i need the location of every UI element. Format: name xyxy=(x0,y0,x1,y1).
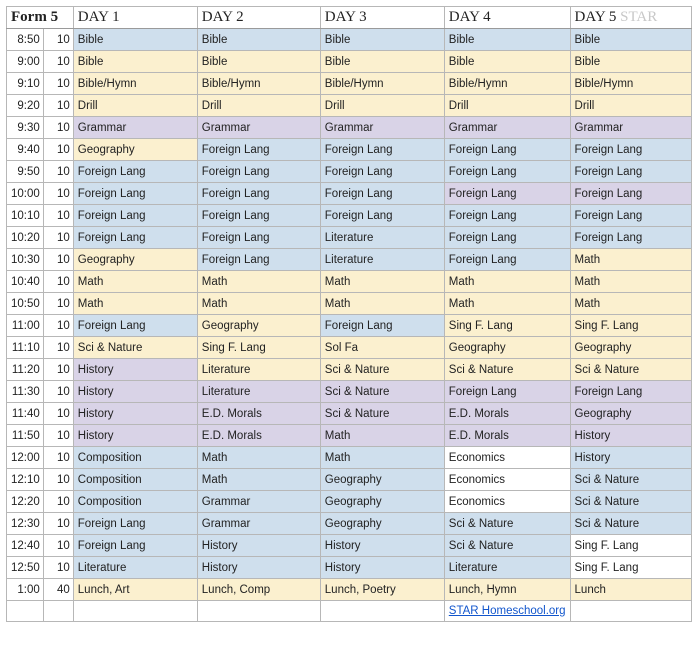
subject-cell-day-1: History xyxy=(73,381,197,403)
subject-cell-day-2: Geography xyxy=(197,315,320,337)
time-cell: 11:40 xyxy=(7,403,44,425)
subject-cell-day-3: Foreign Lang xyxy=(320,183,444,205)
subject-cell-day-4: Literature xyxy=(444,557,570,579)
time-cell: 12:00 xyxy=(7,447,44,469)
subject-cell-day-1: Literature xyxy=(73,557,197,579)
subject-cell-day-3: Drill xyxy=(320,95,444,117)
schedule-row xyxy=(7,403,692,425)
subject-cell-day-3: Sol Fa xyxy=(320,337,444,359)
day-3-header: DAY 3 xyxy=(320,7,444,29)
duration-cell: 10 xyxy=(43,271,73,293)
subject-cell-day-4: Bible xyxy=(444,29,570,51)
subject-cell-day-5: Sci & Nature xyxy=(570,513,691,535)
subject-cell-day-2: Drill xyxy=(197,95,320,117)
schedule-row xyxy=(7,557,692,579)
subject-cell-day-2: E.D. Morals xyxy=(197,425,320,447)
subject-cell-day-4: Foreign Lang xyxy=(444,205,570,227)
time-cell: 8:50 xyxy=(7,29,44,51)
duration-cell: 10 xyxy=(43,535,73,557)
schedule-row xyxy=(7,271,692,293)
subject-cell-day-3: Foreign Lang xyxy=(320,205,444,227)
subject-cell-day-5: Foreign Lang xyxy=(570,227,691,249)
subject-cell-day-3: Geography xyxy=(320,513,444,535)
schedule-row xyxy=(7,447,692,469)
subject-cell-day-2: Bible xyxy=(197,29,320,51)
subject-cell-day-3: Bible xyxy=(320,29,444,51)
subject-cell-day-1: Bible xyxy=(73,51,197,73)
subject-cell-day-3: Geography xyxy=(320,469,444,491)
subject-cell-day-5: Foreign Lang xyxy=(570,381,691,403)
duration-cell: 10 xyxy=(43,95,73,117)
schedule-row xyxy=(7,117,692,139)
subject-cell-day-2: History xyxy=(197,535,320,557)
duration-cell: 10 xyxy=(43,315,73,337)
footer-row xyxy=(7,601,692,622)
subject-cell-day-5: Foreign Lang xyxy=(570,161,691,183)
subject-cell-day-4: Math xyxy=(444,293,570,315)
time-cell: 9:30 xyxy=(7,117,44,139)
schedule-row xyxy=(7,535,692,557)
subject-cell-day-2: Bible/Hymn xyxy=(197,73,320,95)
duration-cell: 10 xyxy=(43,447,73,469)
schedule-row xyxy=(7,161,692,183)
subject-cell-day-5: Sing F. Lang xyxy=(570,315,691,337)
subject-cell-day-3: Math xyxy=(320,425,444,447)
subject-cell-day-5: Foreign Lang xyxy=(570,183,691,205)
time-cell: 11:20 xyxy=(7,359,44,381)
subject-cell-day-3: History xyxy=(320,557,444,579)
schedule-row xyxy=(7,293,692,315)
subject-cell-day-3: Foreign Lang xyxy=(320,315,444,337)
subject-cell-day-3: Bible xyxy=(320,51,444,73)
subject-cell-day-3: Geography xyxy=(320,491,444,513)
schedule-row xyxy=(7,469,692,491)
subject-cell-day-2: Foreign Lang xyxy=(197,205,320,227)
duration-cell: 10 xyxy=(43,491,73,513)
schedule-row xyxy=(7,249,692,271)
subject-cell-day-5: Bible/Hymn xyxy=(570,73,691,95)
subject-cell-day-3: Lunch, Poetry xyxy=(320,579,444,601)
subject-cell-day-1: Grammar xyxy=(73,117,197,139)
subject-cell-day-5: Geography xyxy=(570,403,691,425)
subject-cell-day-4: Foreign Lang xyxy=(444,139,570,161)
subject-cell-day-3: Math xyxy=(320,293,444,315)
subject-cell-day-5: Sing F. Lang xyxy=(570,557,691,579)
subject-cell-day-5: Sci & Nature xyxy=(570,491,691,513)
time-cell: 11:50 xyxy=(7,425,44,447)
duration-cell: 10 xyxy=(43,469,73,491)
subject-cell-day-5: Foreign Lang xyxy=(570,205,691,227)
duration-cell: 10 xyxy=(43,183,73,205)
subject-cell-day-5: Sci & Nature xyxy=(570,359,691,381)
subject-cell-day-5: Sing F. Lang xyxy=(570,535,691,557)
subject-cell-day-4: Economics xyxy=(444,491,570,513)
day-4-header: DAY 4 xyxy=(444,7,570,29)
time-cell: 9:00 xyxy=(7,51,44,73)
form-title: Form 5 xyxy=(7,7,74,29)
subject-cell-day-1: Math xyxy=(73,293,197,315)
duration-cell: 10 xyxy=(43,403,73,425)
star-watermark-text: STAR xyxy=(620,9,658,25)
schedule-row xyxy=(7,359,692,381)
schedule-row xyxy=(7,513,692,535)
subject-cell-day-2: Bible xyxy=(197,51,320,73)
time-cell: 10:20 xyxy=(7,227,44,249)
subject-cell-day-2: Lunch, Comp xyxy=(197,579,320,601)
subject-cell-day-5: Drill xyxy=(570,95,691,117)
subject-cell-day-1: History xyxy=(73,425,197,447)
subject-cell-day-3: Sci & Nature xyxy=(320,381,444,403)
duration-cell: 10 xyxy=(43,73,73,95)
subject-cell-day-4: E.D. Morals xyxy=(444,425,570,447)
subject-cell-day-4: Sci & Nature xyxy=(444,359,570,381)
duration-cell: 10 xyxy=(43,513,73,535)
schedule-row xyxy=(7,579,692,601)
subject-cell-day-5: Grammar xyxy=(570,117,691,139)
schedule-table xyxy=(6,6,692,622)
schedule-row xyxy=(7,95,692,117)
subject-cell-day-1: Drill xyxy=(73,95,197,117)
time-cell: 11:10 xyxy=(7,337,44,359)
time-cell: 12:30 xyxy=(7,513,44,535)
subject-cell-day-5: Geography xyxy=(570,337,691,359)
subject-cell-day-4: Math xyxy=(444,271,570,293)
schedule-body xyxy=(7,29,692,601)
day-2-header: DAY 2 xyxy=(197,7,320,29)
subject-cell-day-2: Grammar xyxy=(197,491,320,513)
time-cell: 10:50 xyxy=(7,293,44,315)
time-cell: 12:50 xyxy=(7,557,44,579)
time-cell: 12:10 xyxy=(7,469,44,491)
subject-cell-day-1: Geography xyxy=(73,249,197,271)
subject-cell-day-4: Economics xyxy=(444,447,570,469)
subject-cell-day-1: Composition xyxy=(73,469,197,491)
time-cell: 10:40 xyxy=(7,271,44,293)
duration-cell: 40 xyxy=(43,579,73,601)
schedule-row xyxy=(7,425,692,447)
duration-cell: 10 xyxy=(43,381,73,403)
schedule-row xyxy=(7,51,692,73)
subject-cell-day-3: Foreign Lang xyxy=(320,139,444,161)
subject-cell-day-4: Bible/Hymn xyxy=(444,73,570,95)
subject-cell-day-4: Drill xyxy=(444,95,570,117)
time-cell: 10:30 xyxy=(7,249,44,271)
footer-link-cell xyxy=(444,601,570,622)
subject-cell-day-2: Grammar xyxy=(197,513,320,535)
subject-cell-day-2: Foreign Lang xyxy=(197,227,320,249)
time-cell: 1:00 xyxy=(7,579,44,601)
subject-cell-day-3: Math xyxy=(320,447,444,469)
subject-cell-day-4: Sing F. Lang xyxy=(444,315,570,337)
subject-cell-day-3: Foreign Lang xyxy=(320,161,444,183)
time-cell: 11:00 xyxy=(7,315,44,337)
footer-cell xyxy=(570,601,691,622)
subject-cell-day-1: Math xyxy=(73,271,197,293)
time-cell: 10:10 xyxy=(7,205,44,227)
subject-cell-day-3: Sci & Nature xyxy=(320,403,444,425)
duration-cell: 10 xyxy=(43,205,73,227)
subject-cell-day-5: Bible xyxy=(570,29,691,51)
subject-cell-day-4: E.D. Morals xyxy=(444,403,570,425)
duration-cell: 10 xyxy=(43,359,73,381)
subject-cell-day-2: Math xyxy=(197,447,320,469)
schedule-row xyxy=(7,491,692,513)
subject-cell-day-1: Foreign Lang xyxy=(73,315,197,337)
subject-cell-day-5: Foreign Lang xyxy=(570,139,691,161)
subject-cell-day-1: Lunch, Art xyxy=(73,579,197,601)
subject-cell-day-2: Math xyxy=(197,271,320,293)
subject-cell-day-4: Foreign Lang xyxy=(444,227,570,249)
subject-cell-day-4: Bible xyxy=(444,51,570,73)
day-1-header: DAY 1 xyxy=(73,7,197,29)
subject-cell-day-5: Sci & Nature xyxy=(570,469,691,491)
subject-cell-day-1: Composition xyxy=(73,491,197,513)
footer-cell xyxy=(197,601,320,622)
schedule-row xyxy=(7,315,692,337)
subject-cell-day-1: Composition xyxy=(73,447,197,469)
subject-cell-day-2: History xyxy=(197,557,320,579)
schedule-row xyxy=(7,337,692,359)
schedule-row xyxy=(7,227,692,249)
subject-cell-day-2: Literature xyxy=(197,381,320,403)
duration-cell: 10 xyxy=(43,117,73,139)
duration-cell: 10 xyxy=(43,425,73,447)
duration-cell: 10 xyxy=(43,249,73,271)
subject-cell-day-2: Foreign Lang xyxy=(197,139,320,161)
subject-cell-day-4: Geography xyxy=(444,337,570,359)
footer-cell xyxy=(7,601,44,622)
subject-cell-day-3: Grammar xyxy=(320,117,444,139)
schedule-row xyxy=(7,183,692,205)
subject-cell-day-1: History xyxy=(73,403,197,425)
star-homeschool-link[interactable]: STAR Homeschool.org xyxy=(448,605,566,617)
subject-cell-day-1: Foreign Lang xyxy=(73,161,197,183)
time-cell: 9:10 xyxy=(7,73,44,95)
subject-cell-day-2: Math xyxy=(197,469,320,491)
day-5-label: DAY 5 xyxy=(574,9,617,25)
subject-cell-day-5: Bible xyxy=(570,51,691,73)
subject-cell-day-4: Economics xyxy=(444,469,570,491)
duration-cell: 10 xyxy=(43,227,73,249)
schedule-sheet xyxy=(6,6,692,622)
duration-cell: 10 xyxy=(43,51,73,73)
footer-cell xyxy=(43,601,73,622)
subject-cell-day-4: Foreign Lang xyxy=(444,161,570,183)
subject-cell-day-1: Sci & Nature xyxy=(73,337,197,359)
subject-cell-day-4: Lunch, Hymn xyxy=(444,579,570,601)
schedule-row xyxy=(7,381,692,403)
subject-cell-day-1: Foreign Lang xyxy=(73,513,197,535)
time-cell: 11:30 xyxy=(7,381,44,403)
header-row xyxy=(7,7,692,29)
subject-cell-day-4: Foreign Lang xyxy=(444,381,570,403)
subject-cell-day-3: Bible/Hymn xyxy=(320,73,444,95)
duration-cell: 10 xyxy=(43,29,73,51)
footer-cell xyxy=(320,601,444,622)
subject-cell-day-2: Literature xyxy=(197,359,320,381)
time-cell: 9:50 xyxy=(7,161,44,183)
footer-cell xyxy=(73,601,197,622)
schedule-row xyxy=(7,29,692,51)
subject-cell-day-2: Foreign Lang xyxy=(197,249,320,271)
subject-cell-day-5: History xyxy=(570,447,691,469)
duration-cell: 10 xyxy=(43,139,73,161)
subject-cell-day-1: Bible xyxy=(73,29,197,51)
subject-cell-day-4: Foreign Lang xyxy=(444,249,570,271)
time-cell: 12:20 xyxy=(7,491,44,513)
subject-cell-day-2: E.D. Morals xyxy=(197,403,320,425)
subject-cell-day-1: History xyxy=(73,359,197,381)
subject-cell-day-2: Foreign Lang xyxy=(197,183,320,205)
subject-cell-day-2: Sing F. Lang xyxy=(197,337,320,359)
subject-cell-day-3: Sci & Nature xyxy=(320,359,444,381)
duration-cell: 10 xyxy=(43,337,73,359)
subject-cell-day-4: Sci & Nature xyxy=(444,535,570,557)
duration-cell: 10 xyxy=(43,557,73,579)
duration-cell: 10 xyxy=(43,293,73,315)
subject-cell-day-5: Math xyxy=(570,249,691,271)
subject-cell-day-1: Geography xyxy=(73,139,197,161)
subject-cell-day-4: Sci & Nature xyxy=(444,513,570,535)
subject-cell-day-2: Math xyxy=(197,293,320,315)
time-cell: 12:40 xyxy=(7,535,44,557)
schedule-row xyxy=(7,139,692,161)
subject-cell-day-5: History xyxy=(570,425,691,447)
subject-cell-day-1: Foreign Lang xyxy=(73,183,197,205)
time-cell: 9:40 xyxy=(7,139,44,161)
day-5-header xyxy=(570,7,691,29)
subject-cell-day-4: Foreign Lang xyxy=(444,183,570,205)
time-cell: 10:00 xyxy=(7,183,44,205)
subject-cell-day-1: Foreign Lang xyxy=(73,535,197,557)
subject-cell-day-3: Literature xyxy=(320,227,444,249)
subject-cell-day-5: Lunch xyxy=(570,579,691,601)
schedule-row xyxy=(7,73,692,95)
subject-cell-day-2: Grammar xyxy=(197,117,320,139)
subject-cell-day-5: Math xyxy=(570,271,691,293)
subject-cell-day-3: Literature xyxy=(320,249,444,271)
subject-cell-day-4: Grammar xyxy=(444,117,570,139)
subject-cell-day-1: Foreign Lang xyxy=(73,205,197,227)
subject-cell-day-3: Math xyxy=(320,271,444,293)
subject-cell-day-1: Foreign Lang xyxy=(73,227,197,249)
schedule-row xyxy=(7,205,692,227)
duration-cell: 10 xyxy=(43,161,73,183)
subject-cell-day-3: History xyxy=(320,535,444,557)
time-cell: 9:20 xyxy=(7,95,44,117)
subject-cell-day-2: Foreign Lang xyxy=(197,161,320,183)
subject-cell-day-1: Bible/Hymn xyxy=(73,73,197,95)
subject-cell-day-5: Math xyxy=(570,293,691,315)
